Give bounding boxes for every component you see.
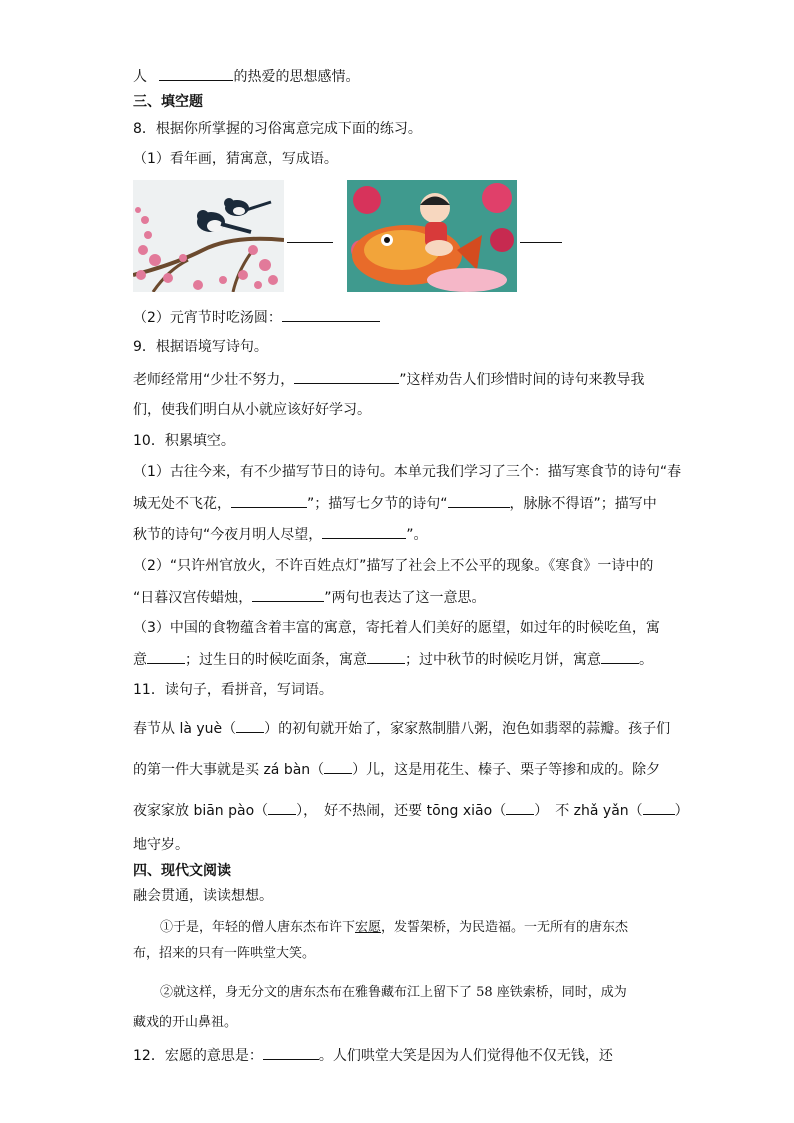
question-12: 12．宏愿的意思是： 。人们哄堂大笑是因为人们觉得他不仅无钱，还: [133, 1045, 613, 1066]
question-8-stem: 8．根据你所掌握的习俗寓意完成下面的练习。: [133, 121, 422, 137]
question-10-part-2-line-1: （2）“只许州官放火，不许百姓点灯”描写了社会上不公平的现象。《寒食》一诗中的: [133, 558, 654, 574]
answer-blank[interactable]: [263, 1045, 319, 1060]
reading-paragraph-2-line-2: 藏戏的开山鼻祖。: [133, 1015, 238, 1030]
question-9-stem: 9．根据语境写诗句。: [133, 339, 268, 355]
reading-paragraph-2-line-1: ②就这样，身无分文的唐东杰布在雅鲁藏布江上留下了 58 座铁索桥，同时，成为: [160, 985, 627, 1000]
answer-blank[interactable]: [159, 66, 233, 81]
reading-paragraph-1-line-1: ①于是，年轻的僧人唐东杰布许下宏愿，发誓架桥，为民造福。一无所有的唐东杰: [160, 920, 629, 935]
answer-blank[interactable]: [231, 493, 307, 508]
question-10-part-1-line-3: 秋节的诗句“今夜月明人尽望， ”。: [133, 524, 428, 545]
question-11-line-4: 地守岁。: [133, 837, 189, 853]
question-10-part-1-line-1: （1）古往今来，有不少描写节日的诗句。本单元我们学习了三个：描写寒食节的诗句“春: [133, 464, 682, 480]
reading-intro: 融会贯通，读读想想。: [133, 888, 273, 904]
question-10-part-2-line-2: “日暮汉宫传蜡烛， ”两句也表达了这一意思。: [133, 587, 486, 608]
question-8-part-2: （2）元宵节时吃汤圆：: [133, 307, 380, 328]
question-11-line-1: 春节从 là yuè（ ）的初旬就开始了，家家熬制腊八粥，泡色如翡翠的蒜瓣。孩子们: [133, 718, 670, 739]
answer-blank[interactable]: [520, 242, 562, 243]
answer-blank[interactable]: [252, 587, 324, 602]
question-9-line-2: 们，使我们明白从小就应该好好学习。: [133, 402, 371, 418]
answer-blank[interactable]: [324, 759, 352, 774]
answer-blank[interactable]: [643, 800, 675, 815]
answer-blank[interactable]: [294, 369, 399, 384]
question-10-part-3-line-2: 意 ；过生日的时候吃面条，寓意 ；过中秋节的时候吃月饼，寓意 。: [133, 649, 653, 670]
answer-blank[interactable]: [236, 718, 264, 733]
question-8-part-1: （1）看年画，猜寓意，写成语。: [133, 151, 338, 167]
answer-blank[interactable]: [367, 649, 405, 664]
section-title: 四、现代文阅读: [133, 863, 231, 879]
answer-blank[interactable]: [506, 800, 534, 815]
answer-blank[interactable]: [322, 524, 406, 539]
answer-blank[interactable]: [268, 800, 296, 815]
question-11-line-2: 的第一件大事就是买 zá bàn（ ）儿，这是用花生、榛子、栗子等掺和成的。除夕: [133, 759, 660, 780]
prev-question-tail: 人 的热爱的思想感情。: [133, 66, 359, 87]
answer-blank[interactable]: [448, 493, 510, 508]
question-9-line-1: 老师经常用“少壮不努力， ”这样劝告人们珍惜时间的诗句来教导我: [133, 369, 645, 390]
question-10-part-3-line-1: （3）中国的食物蕴含着丰富的寓意，寄托着人们美好的愿望，如过年的时候吃鱼，寓: [133, 620, 660, 636]
question-11-line-3: 夜家家放 biān pào（ ）， 好不热闹，还要 tōng xiāo（ ） 不 zhǎ yǎn（ ）: [133, 800, 689, 821]
question-11-stem: 11．读句子，看拼音，写词语。: [133, 682, 333, 698]
answer-blank[interactable]: [147, 649, 185, 664]
answer-blank[interactable]: [282, 307, 380, 322]
reading-paragraph-1-line-2: 布，招来的只有一阵哄堂大笑。: [133, 946, 316, 961]
new-year-painting-child-carp: [347, 180, 517, 292]
answer-blank[interactable]: [601, 649, 639, 664]
question-10-part-1-line-2: 城无处不飞花， ”；描写七夕节的诗句“ ，脉脉不得语”；描写中: [133, 493, 657, 514]
new-year-painting-magpies: [133, 180, 284, 292]
question-10-stem: 10．积累填空。: [133, 433, 235, 449]
section-title: 三、填空题: [133, 94, 203, 110]
answer-blank[interactable]: [287, 242, 333, 243]
